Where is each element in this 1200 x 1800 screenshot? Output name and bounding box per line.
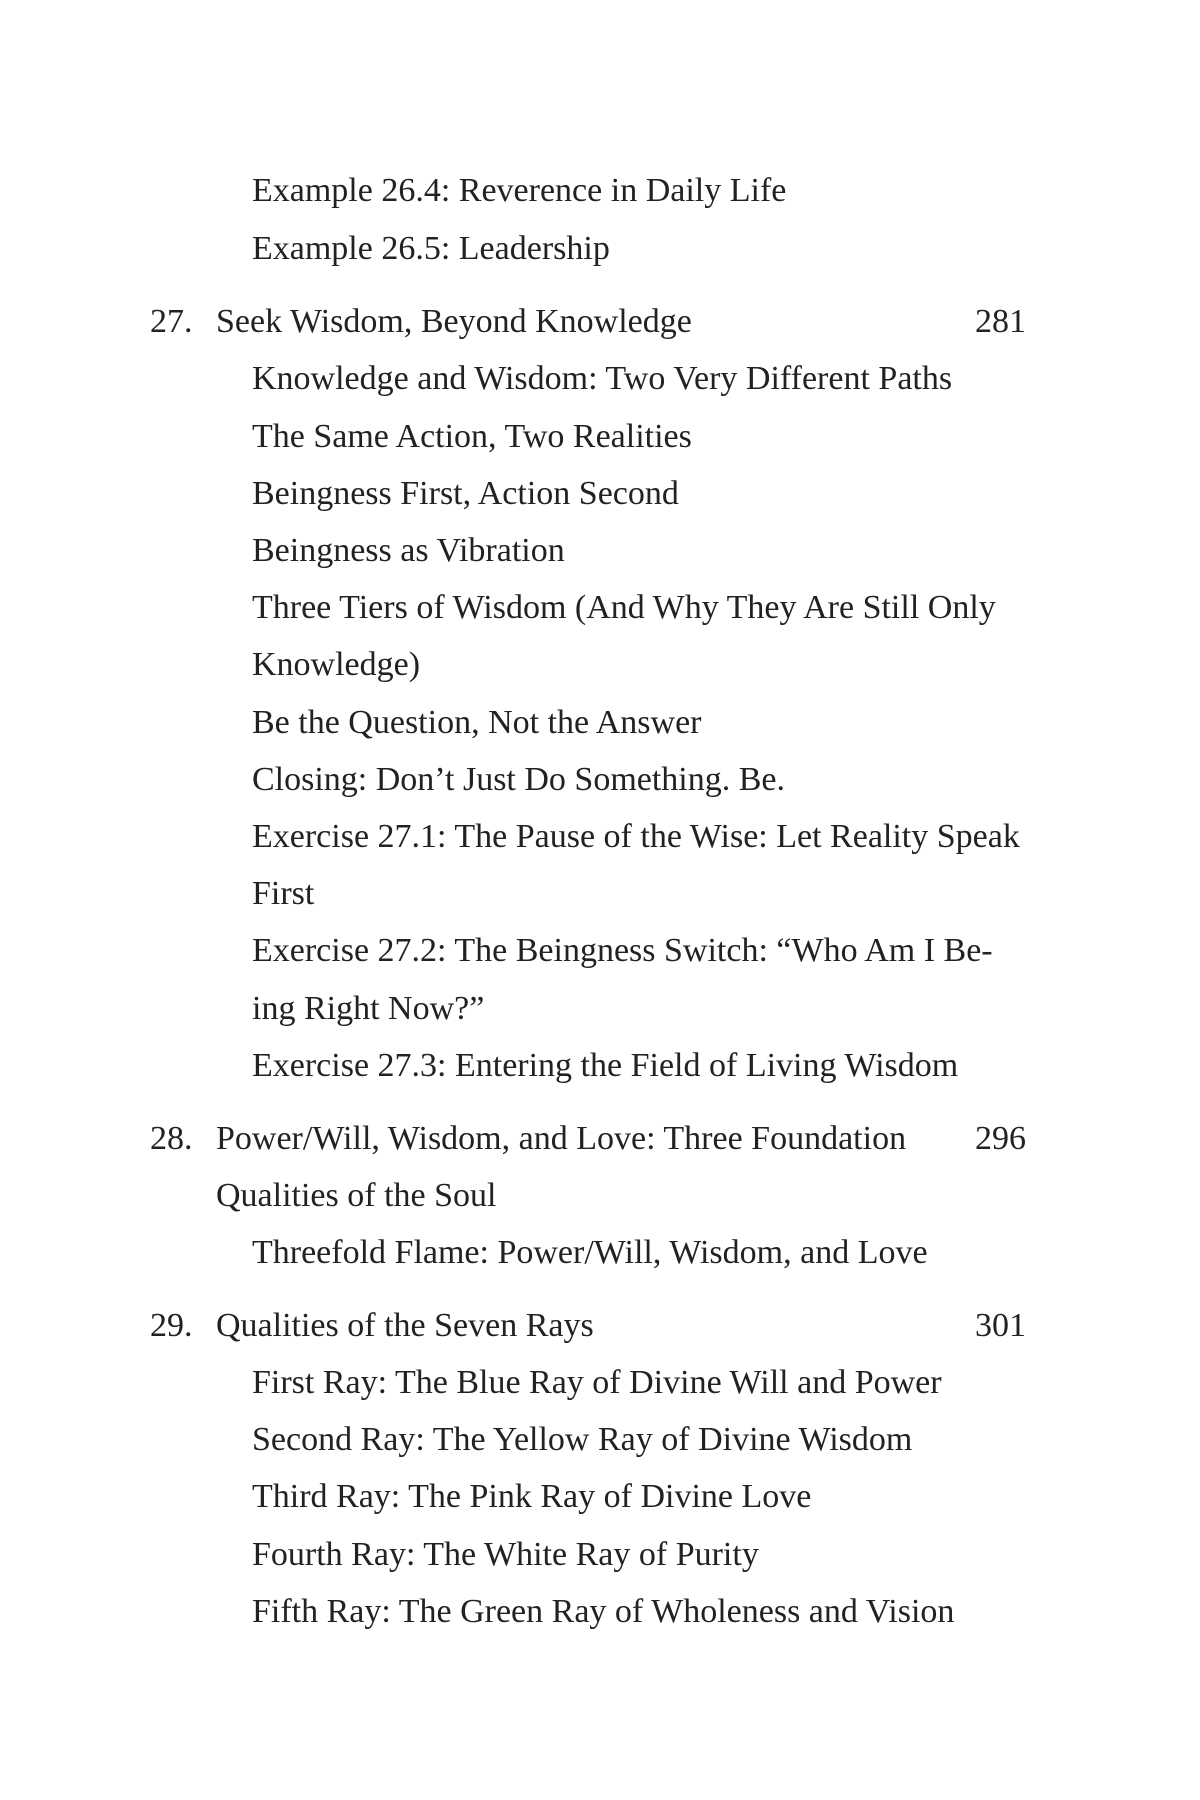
toc-subentry[interactable]: Closing: Don’t Just Do Something. Be.	[252, 761, 786, 798]
toc-subentry[interactable]: The Same Action, Two Realities	[252, 418, 692, 455]
toc-subentry[interactable]: Beingness as Vibration	[252, 532, 565, 569]
toc-subentry-continuation[interactable]: Knowledge)	[252, 646, 421, 683]
toc-subentry[interactable]: Knowledge and Wisdom: Two Very Different Paths	[252, 360, 953, 397]
toc-subentry[interactable]: Exercise 27.2: The Beingness Switch: “Who Am I Be-	[252, 932, 993, 969]
toc-subentry-continuation[interactable]: ing Right Now?”	[252, 990, 485, 1027]
toc-subentry[interactable]: Example 26.4: Reverence in Daily Life	[252, 172, 787, 209]
chapter-page-number: 281	[975, 303, 1026, 340]
toc-subentry[interactable]: Example 26.5: Leadership	[252, 230, 610, 267]
chapter-page-number: 296	[975, 1120, 1026, 1157]
chapter-title[interactable]: Qualities of the Seven Rays	[216, 1307, 594, 1344]
chapter-number: 28.	[150, 1120, 193, 1157]
toc-subentry[interactable]: First Ray: The Blue Ray of Divine Will and Power	[252, 1364, 942, 1401]
toc-subentry[interactable]: Beingness First, Action Second	[252, 475, 679, 512]
toc-subentry[interactable]: Fourth Ray: The White Ray of Purity	[252, 1536, 759, 1573]
toc-subentry[interactable]: Exercise 27.3: Entering the Field of Living Wisdom	[252, 1047, 959, 1084]
toc-subentry[interactable]: Third Ray: The Pink Ray of Divine Love	[252, 1478, 812, 1515]
toc-subentry[interactable]: Fifth Ray: The Green Ray of Wholeness and Vision	[252, 1593, 955, 1630]
toc-subentry[interactable]: Second Ray: The Yellow Ray of Divine Wisdom	[252, 1421, 913, 1458]
chapter-title[interactable]: Power/Will, Wisdom, and Love: Three Foundation	[216, 1120, 907, 1157]
chapter-title-continuation[interactable]: Qualities of the Soul	[216, 1177, 497, 1214]
chapter-page-number: 301	[975, 1307, 1026, 1344]
chapter-title[interactable]: Seek Wisdom, Beyond Knowledge	[216, 303, 692, 340]
chapter-number: 29.	[150, 1307, 193, 1344]
toc-subentry[interactable]: Three Tiers of Wisdom (And Why They Are Still Only	[252, 589, 996, 626]
toc-subentry[interactable]: Threefold Flame: Power/Will, Wisdom, and Love	[252, 1234, 928, 1271]
toc-subentry[interactable]: Be the Question, Not the Answer	[252, 704, 702, 741]
toc-subentry[interactable]: Exercise 27.1: The Pause of the Wise: Let Reality Speak	[252, 818, 1020, 855]
chapter-number: 27.	[150, 303, 193, 340]
toc-subentry-continuation[interactable]: First	[252, 875, 315, 912]
